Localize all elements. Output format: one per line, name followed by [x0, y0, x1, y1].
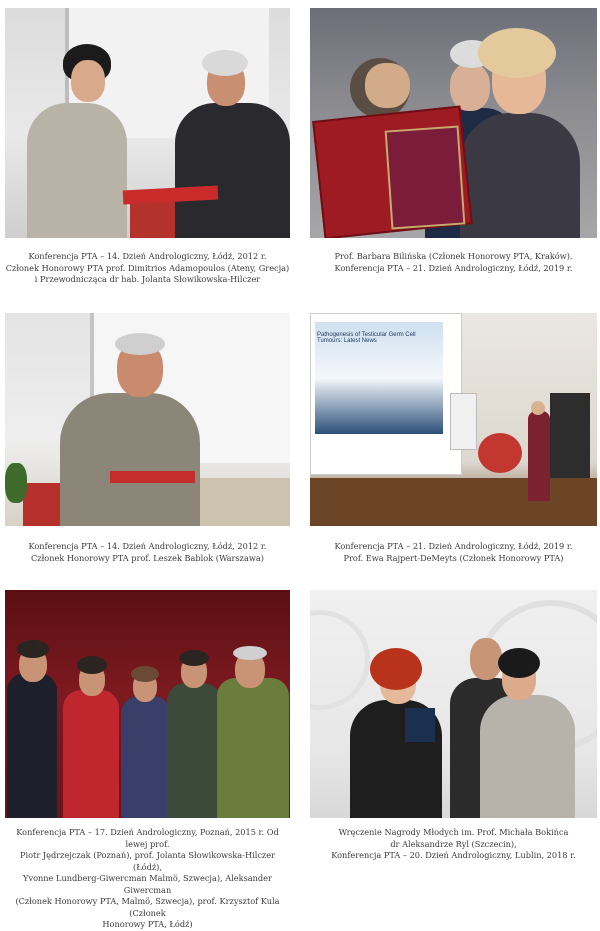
person [217, 678, 289, 818]
person [480, 695, 575, 818]
slide-title: Pathogenesis of Testicular Germ Cell Tumours: Latest News [317, 332, 416, 344]
person [121, 696, 171, 818]
photo-young-award [310, 590, 597, 818]
caption-5: Konferencja PTA – 17. Dzień Andrologiczny, Poznań, 2015 r. Od lewej prof. Piotr Jędrzejczak (Poznań), prof. Jolanta Słowikowska-Hilczer (Łódź), Yvonne Lundberg-Giwercman Malmö, Szwecja), Aleksander Giwercman (Członek Honorowy PTA, Malmö, Szwecja), prof. Krzysztof Kula (Członek Honorowy PTA, Łódź) [15, 827, 280, 929]
person [27, 103, 127, 238]
gift-box [110, 471, 195, 483]
person [460, 113, 580, 238]
caption-2: Prof. Barbara Bilińska (Członek Honorowy PTA, Kraków). Konferencja PTA – 21. Dzień Andrologiczny, Łódź, 2019 r. [334, 251, 573, 273]
flower-decoration [5, 463, 27, 503]
person [528, 411, 550, 501]
award-folder [405, 708, 435, 742]
caption-1: Konferencja PTA – 14. Dzień Andrologiczny, Łódź, 2012 r. Członek Honorowy PTA prof. Dimitrios Adamopoulos (Ateny, Grecja) i Przewodnicząca dr hab. Jolanta Słowikowska-Hilczer [5, 251, 290, 284]
award-plaque [385, 126, 466, 230]
person [63, 690, 119, 818]
photo-bilinska-award [310, 8, 597, 238]
university-seal [310, 610, 370, 710]
caption-4: Konferencja PTA – 21. Dzień Andrologiczny, Łódź, 2019 r. Prof. Ewa Rajpert-DeMeyts (Członek Honorowy PTA) [334, 541, 573, 563]
photo-rajpert-lecture [310, 313, 597, 526]
caption-6: Wręczenie Nagrody Młodych im. Prof. Michała Bokińca dr Aleksandrze Ryl (Szczecin), Konferencja PTA – 20. Dzień Andrologiczny, Lublin, 2018 r. [331, 827, 576, 860]
person [7, 673, 57, 818]
flower-decoration [478, 433, 522, 473]
caption-3: Konferencja PTA – 14. Dzień Andrologiczny, Łódź, 2012 r. Członek Honorowy PTA prof. Leszek Bablok (Warszawa) [28, 541, 267, 563]
photo-bablok-award [5, 313, 290, 526]
photo-group-poznan [5, 590, 290, 818]
photo-adamopoulos-award [5, 8, 290, 238]
person [175, 103, 290, 238]
projection-screen [310, 313, 462, 475]
person [167, 683, 221, 818]
person [60, 393, 200, 526]
